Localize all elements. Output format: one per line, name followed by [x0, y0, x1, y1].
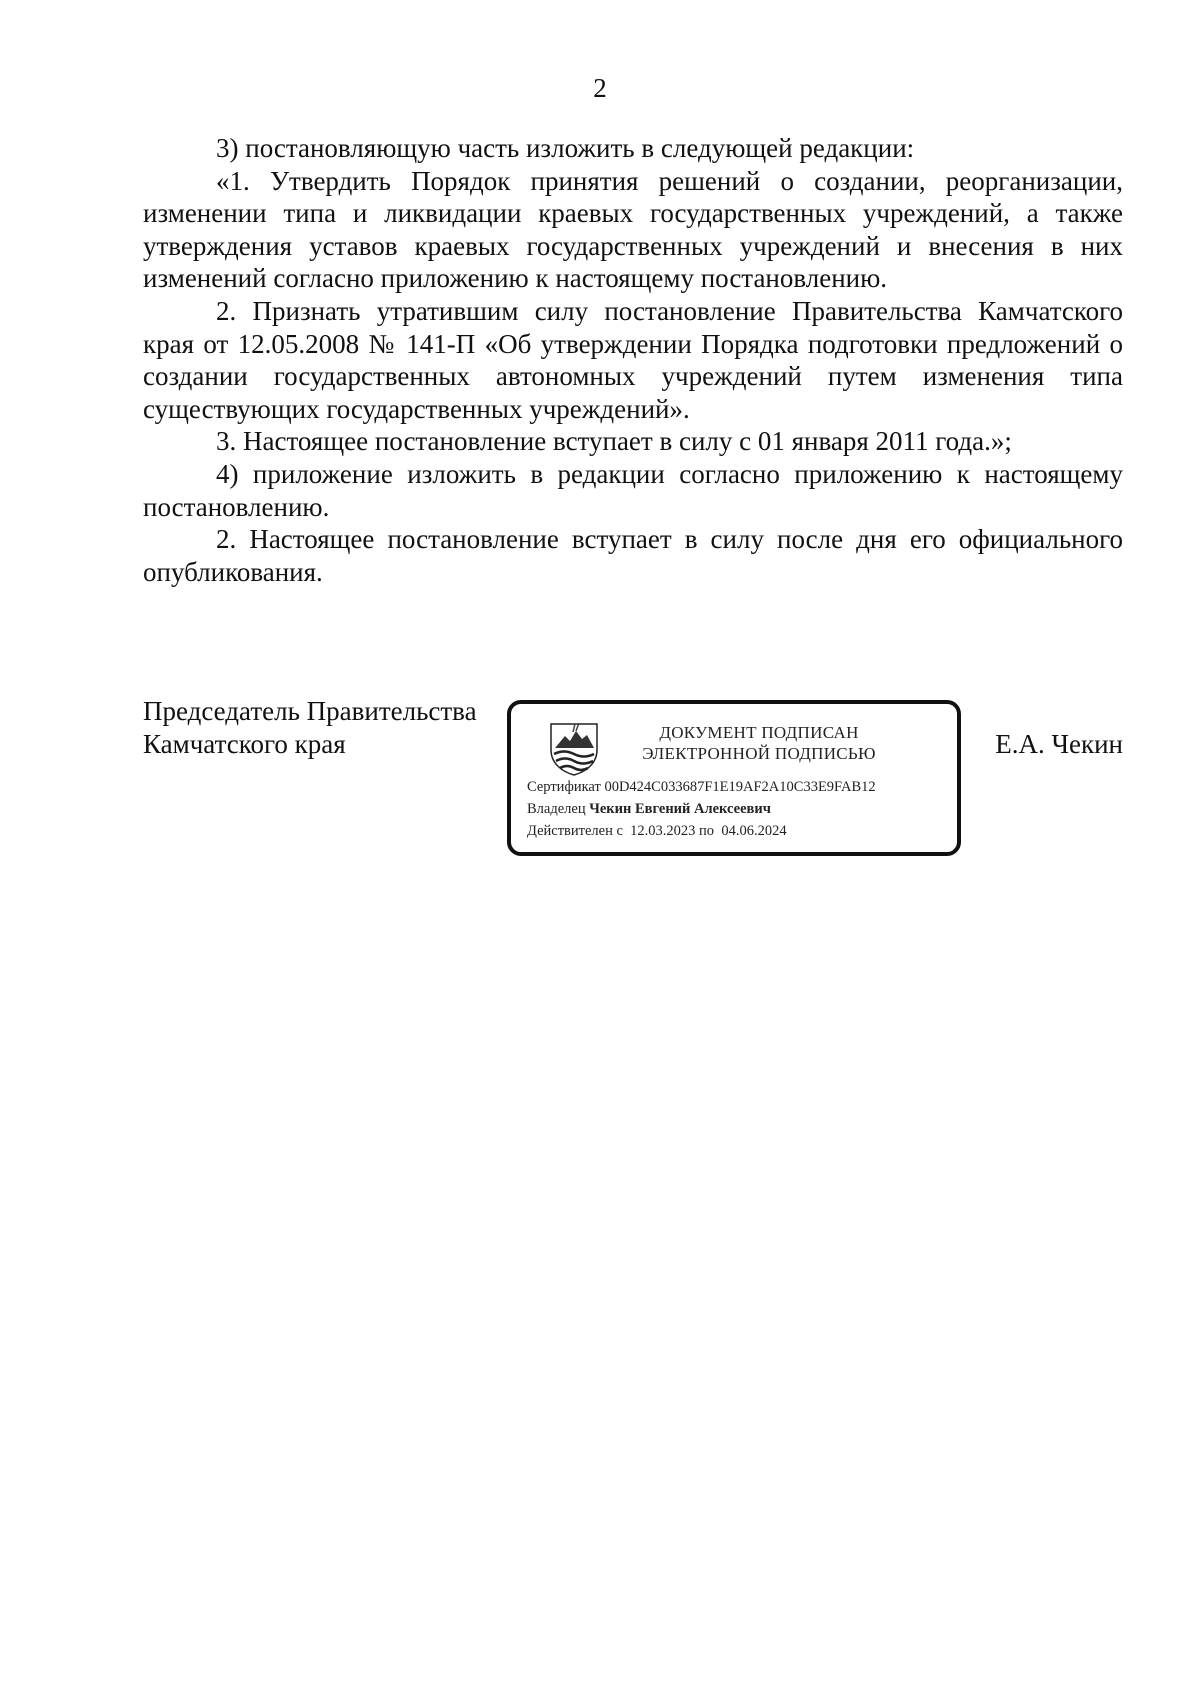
valid-from: 12.03.2023	[630, 823, 696, 839]
signatory-title	[143, 695, 477, 761]
paragraph-item-3: 3) постановляющую часть изложить в следующей редакции:	[216, 133, 915, 163]
paragraph-final-2: 2. Настоящее постановление вступает в силу после дня его официального опубликования.	[143, 524, 1123, 587]
certificate-value: 00D424C033687F1E19AF2A10C33E9FAB12	[604, 779, 876, 795]
document-body	[143, 132, 1123, 588]
page-number: 2	[593, 73, 607, 103]
stamp-title-line-2: ЭЛЕКТРОННОЙ ПОДПИСЬЮ	[642, 744, 876, 763]
stamp-title	[611, 722, 907, 764]
stamp-owner-line	[527, 800, 771, 818]
electronic-signature-stamp	[507, 700, 961, 856]
stamp-title-line-1: ДОКУМЕНТ ПОДПИСАН	[659, 723, 859, 742]
valid-to: 04.06.2024	[721, 823, 787, 839]
certificate-label: Сертификат	[527, 779, 601, 795]
paragraph-point-2: 2. Признать утратившим силу постановление Правительства Камчатского края от 12.05.2008 № 141-П «Об утверждении Порядка подготовки предложений о создании государственных автономных учреждений путем изменения типа существующих государственных учреждений».	[143, 295, 1123, 424]
owner-label: Владелец	[527, 801, 586, 817]
stamp-validity-line	[527, 822, 787, 840]
stamp-certificate-line	[527, 778, 876, 796]
kamchatka-coat-of-arms-icon	[547, 720, 601, 776]
paragraph-point-3: 3. Настоящее постановление вступает в силу с 01 января 2011 года.»;	[216, 426, 1012, 457]
owner-value: Чекин Евгений Алексеевич	[589, 801, 771, 817]
valid-label: Действителен с	[527, 823, 623, 839]
paragraph-item-4: 4) приложение изложить в редакции согласно приложению к настоящему постановлению.	[143, 458, 1123, 522]
valid-to-label: по	[699, 823, 715, 839]
signatory-line-2: Камчатского края	[143, 729, 346, 759]
signatory-line-1: Председатель Правительства	[143, 696, 477, 726]
paragraph-point-1: «1. Утвердить Порядок принятия решений о создании, реорганизации, изменении типа и ликвидации краевых государственных учреждений, а также утверждения уставов краевых государственных учреждений и внесения в них изменений согласно приложению к настоящему постановлению.	[143, 165, 1123, 294]
signer-name: Е.А. Чекин	[995, 729, 1123, 759]
